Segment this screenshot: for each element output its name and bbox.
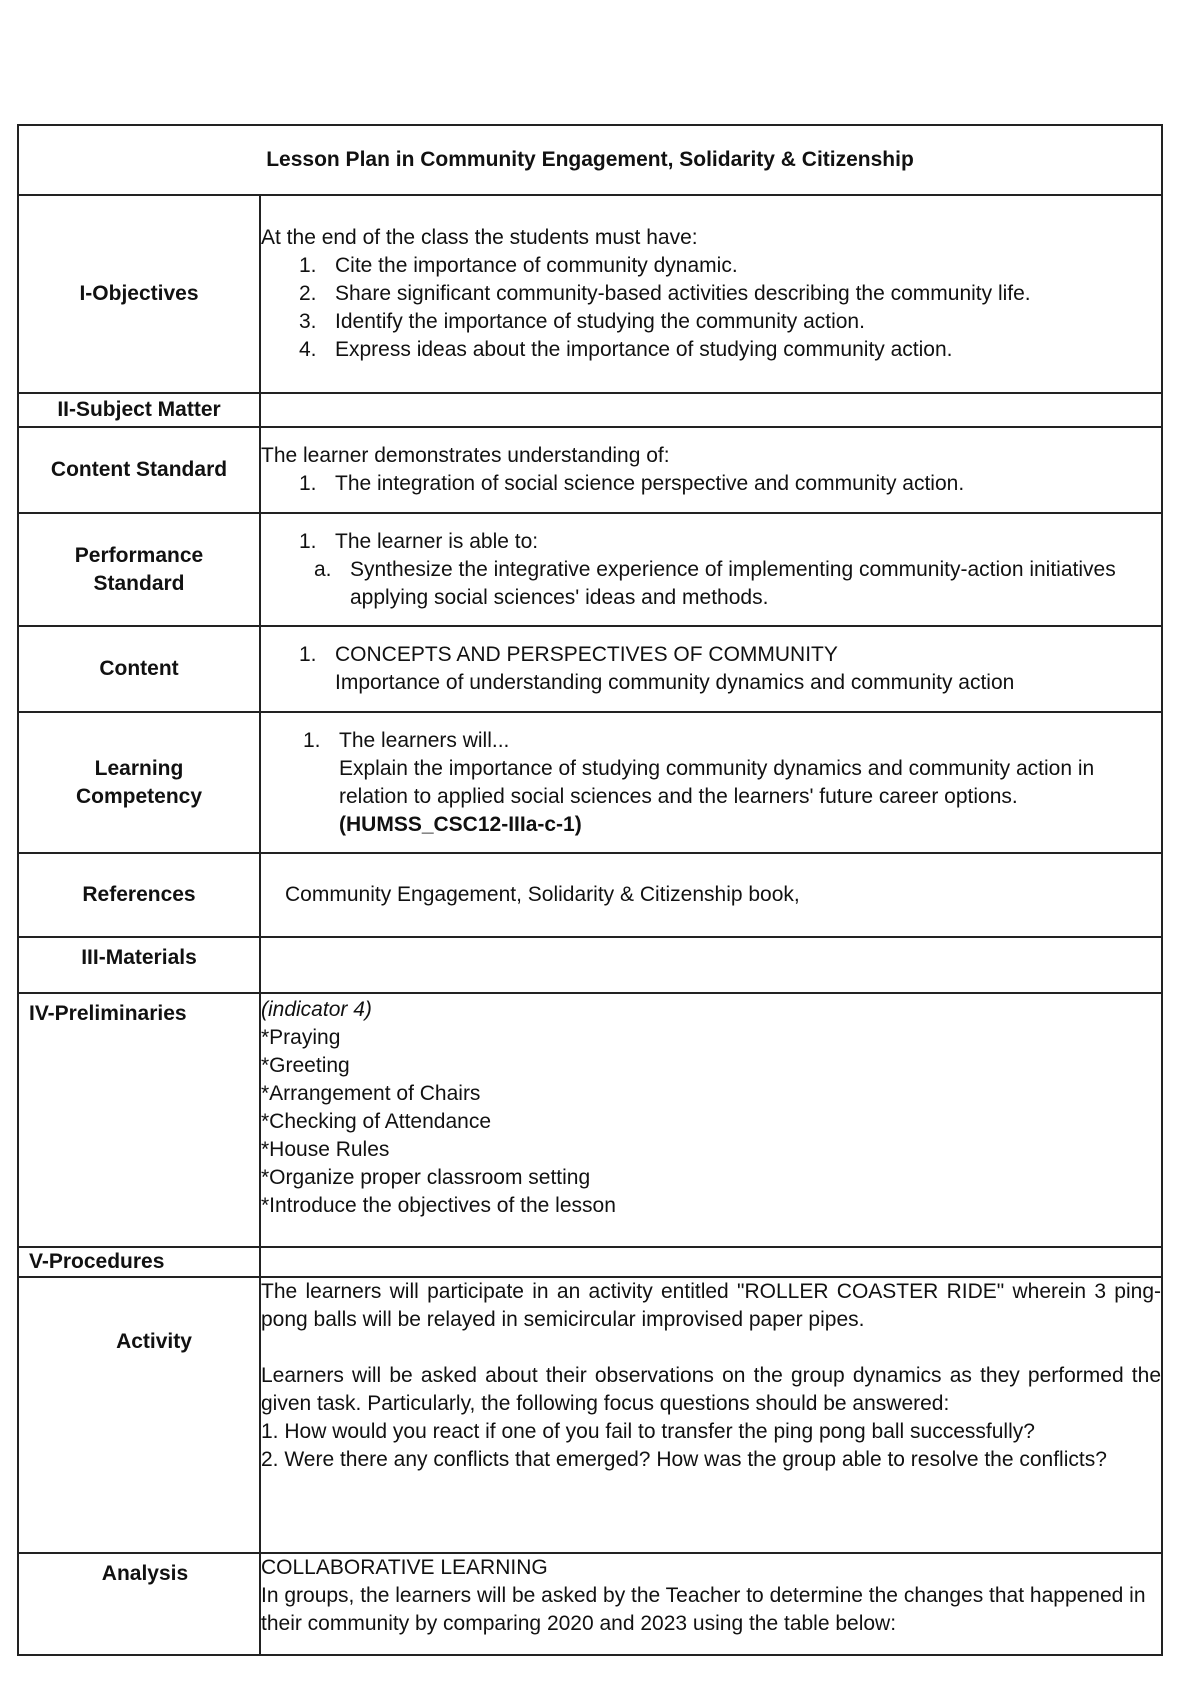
materials-label: III-Materials <box>18 937 260 993</box>
references-content: Community Engagement, Solidarity & Citizenship book, <box>260 853 1162 937</box>
performance-standard-content <box>260 513 1162 626</box>
list-item: *Praying <box>261 1026 341 1049</box>
procedures-label: V-Procedures <box>18 1247 260 1277</box>
list-item: *House Rules <box>261 1138 390 1161</box>
activity-question-1: 1. How would you react if one of you fail to transfer the ping pong ball successfully? <box>261 1420 1035 1443</box>
references-row <box>18 853 1162 937</box>
list-item: *Checking of Attendance <box>261 1110 491 1133</box>
list-item: *Organize proper classroom setting <box>261 1166 591 1189</box>
competency-code: (HUMSS_CSC12-IIIa-c-1) <box>339 812 582 836</box>
lesson-plan-table <box>17 124 1163 1656</box>
content-standard-label: Content Standard <box>18 427 260 513</box>
objectives-list <box>261 252 1161 364</box>
analysis-text: In groups, the learners will be asked by the Teacher to determine the changes that happened in their community by comparing 2020 and 2023 using the table below: <box>261 1584 1146 1635</box>
list-item: 1. The learners will... <box>303 728 510 752</box>
objectives-row <box>18 195 1162 393</box>
objectives-intro: At the end of the class the students must have: <box>261 226 698 249</box>
list-item: *Greeting <box>261 1054 350 1077</box>
activity-label: Activity <box>18 1277 260 1553</box>
list-item: 2. Share significant community-based activities describing the community life. <box>299 282 1031 305</box>
content-label: Content <box>18 626 260 712</box>
list-item: 3. Identify the importance of studying the community action. <box>299 310 865 333</box>
content-standard-list <box>261 470 1161 498</box>
content-detail: Importance of understanding community dynamics and community action <box>335 671 1015 694</box>
label-line: Standard <box>93 571 185 595</box>
activity-question-2: 2. Were there any conflicts that emerged? How was the group able to resolve the conflicts? <box>261 1448 1107 1471</box>
performance-standard-list <box>261 528 1161 556</box>
sub-item-text: Synthesize the integrative experience of implementing community-action initiatives applying social sciences' ideas and methods. <box>350 557 1116 609</box>
objectives-content <box>260 195 1162 393</box>
materials-content <box>260 937 1162 993</box>
activity-paragraph-1: The learners will participate in an activity entitled "ROLLER COASTER RIDE" wherein 3 ping-pong balls will be relayed in semicircular improvised paper pipes. <box>261 1280 1161 1331</box>
learning-competency-row <box>18 712 1162 853</box>
list-item: *Introduce the objectives of the lesson <box>261 1194 616 1217</box>
analysis-heading: COLLABORATIVE LEARNING <box>261 1556 548 1579</box>
lesson-plan-sheet <box>17 124 1161 1656</box>
list-item: 1. CONCEPTS AND PERSPECTIVES OF COMMUNITY <box>299 643 838 666</box>
content-content <box>260 626 1162 712</box>
content-row <box>18 626 1162 712</box>
preliminaries-row <box>18 993 1162 1247</box>
preliminaries-label: IV-Preliminaries <box>18 993 260 1247</box>
competency-text: Explain the importance of studying community dynamics and community action in relation to applied social sciences and the learners' future career options. <box>339 756 1095 808</box>
preliminaries-content <box>260 993 1162 1247</box>
page-title: Lesson Plan in Community Engagement, Solidarity & Citizenship <box>18 125 1162 195</box>
indicator-note: (indicator 4) <box>261 998 372 1021</box>
content-list <box>261 641 1161 669</box>
label-line: Performance <box>74 543 204 567</box>
analysis-content <box>260 1553 1162 1655</box>
title-row <box>18 125 1162 195</box>
activity-row <box>18 1277 1162 1553</box>
learning-competency-detail <box>261 755 1161 839</box>
performance-standard-label <box>18 513 260 626</box>
content-standard-row <box>18 427 1162 513</box>
activity-paragraph-2: Learners will be asked about their observations on the group dynamics as they performed the given task. Particularly, the following focus questions should be answered: <box>261 1364 1161 1415</box>
activity-content <box>260 1277 1162 1553</box>
analysis-row <box>18 1553 1162 1655</box>
label-line: Competency <box>75 784 203 808</box>
paragraph-gap <box>261 1334 1161 1362</box>
objectives-label: I-Objectives <box>18 195 260 393</box>
sub-item <box>261 556 1161 612</box>
references-label: References <box>18 853 260 937</box>
label-line: Learning <box>94 756 184 780</box>
analysis-label: Analysis <box>18 1553 260 1655</box>
list-item: 1. The integration of social science perspective and community action. <box>299 472 965 495</box>
subject-matter-content <box>260 393 1162 427</box>
procedures-content <box>260 1247 1162 1277</box>
list-item: 1. Cite the importance of community dynamic. <box>299 254 738 277</box>
procedures-row <box>18 1247 1162 1277</box>
list-item: 1. The learner is able to: <box>299 529 539 553</box>
content-standard-content <box>260 427 1162 513</box>
list-item: 4. Express ideas about the importance of studying community action. <box>299 338 953 361</box>
content-standard-intro: The learner demonstrates understanding of: <box>261 444 670 467</box>
materials-row <box>18 937 1162 993</box>
subject-matter-row <box>18 393 1162 427</box>
learning-competency-content <box>260 712 1162 853</box>
performance-standard-row <box>18 513 1162 626</box>
learning-competency-label <box>18 712 260 853</box>
list-item: *Arrangement of Chairs <box>261 1082 481 1105</box>
sub-item-letter: a. <box>314 557 332 581</box>
subject-matter-label: II-Subject Matter <box>18 393 260 427</box>
learning-competency-list <box>261 727 1161 755</box>
